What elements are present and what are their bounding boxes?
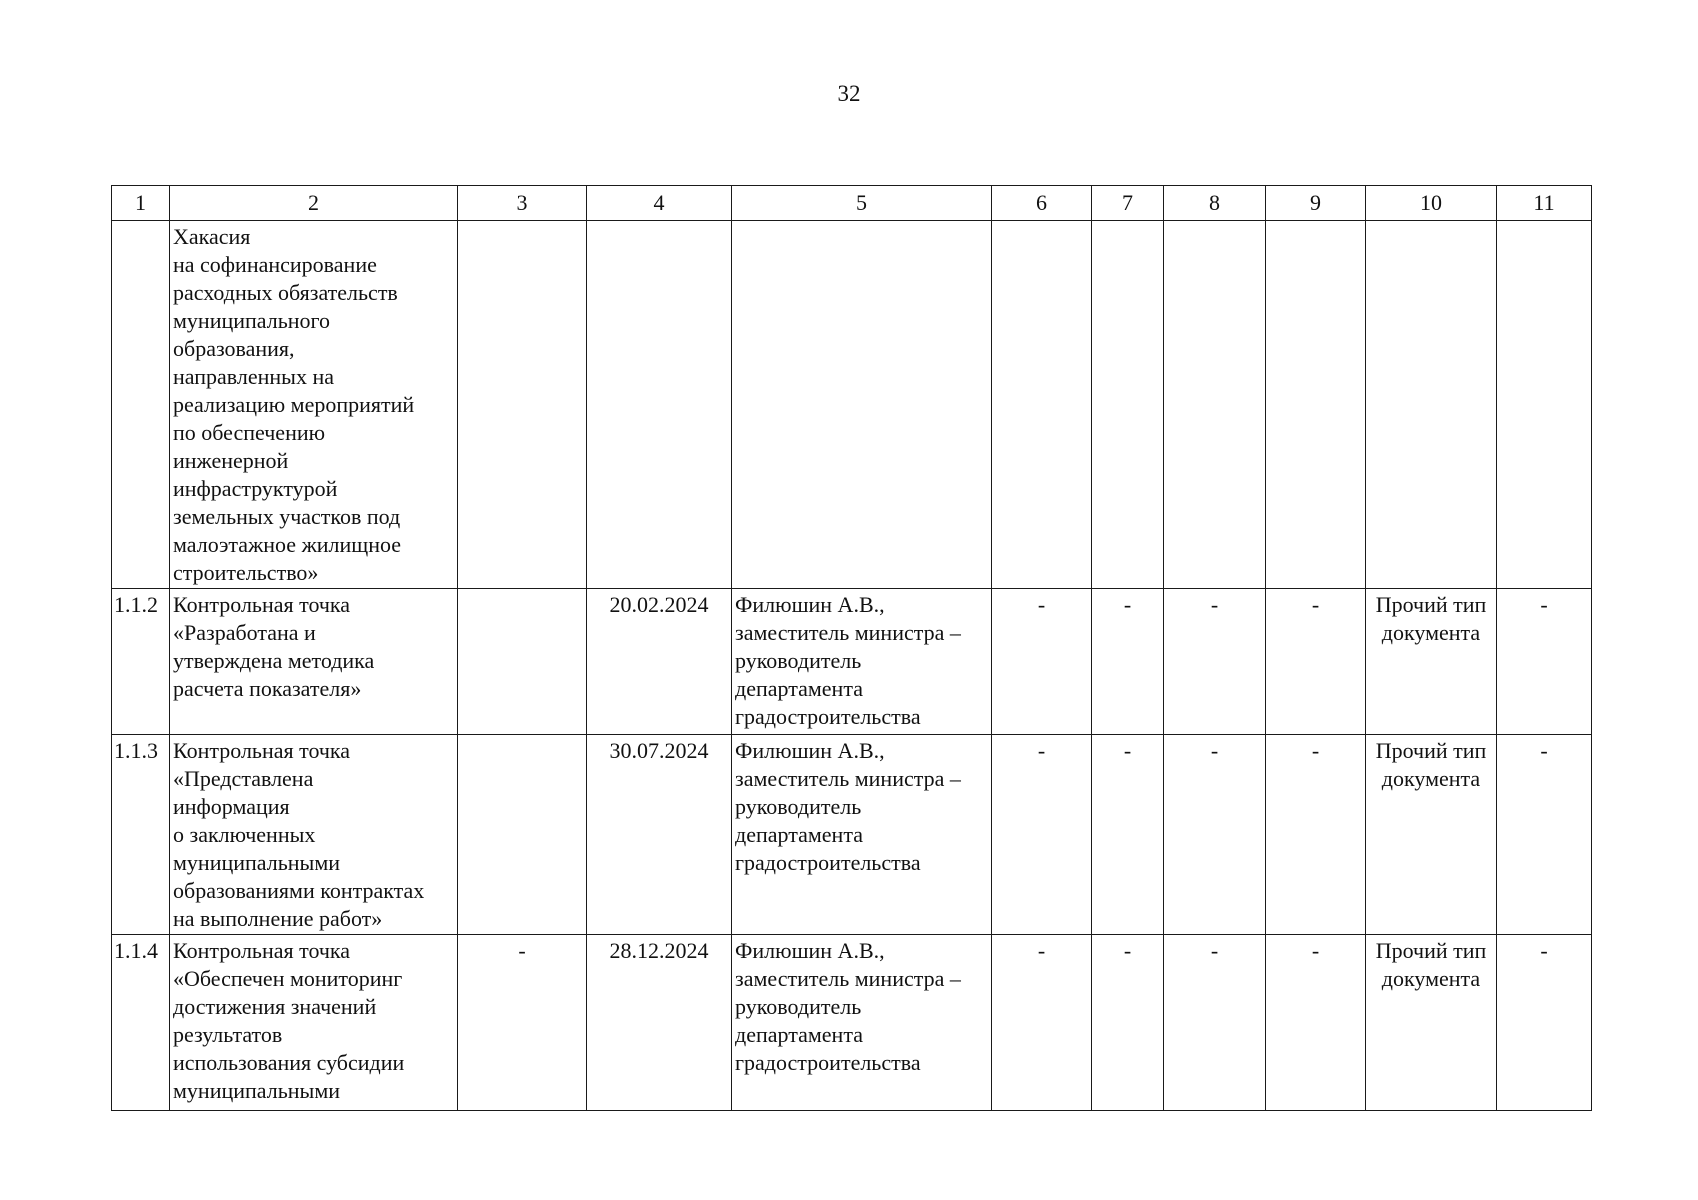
row-responsible: Филюшин А.В., заместитель министра – руководитель департамента градостроительства: [732, 935, 992, 1111]
column-header-11: 11: [1497, 186, 1592, 221]
column-header-3: 3: [458, 186, 587, 221]
row-responsible: Филюшин А.В., заместитель министра – руководитель департамента градостроительства: [732, 589, 992, 735]
row-col9: [1266, 221, 1366, 589]
row-description: Хакасия на софинансирование расходных обязательств муниципального образования, направленных на реализацию мероприятий по обеспечению инженерной инфраструктурой земельных участков под малоэтажное жилищное строительство»: [170, 221, 458, 589]
row-responsible: Филюшин А.В., заместитель министра – руководитель департамента градостроительства: [732, 735, 992, 935]
column-header-6: 6: [992, 186, 1092, 221]
table-row: [112, 735, 1592, 935]
row-col9: -: [1266, 735, 1366, 935]
column-header-5: 5: [732, 186, 992, 221]
row-number: 1.1.3: [112, 735, 170, 935]
column-header-8: 8: [1164, 186, 1266, 221]
row-col7: -: [1092, 735, 1164, 935]
row-col9: -: [1266, 935, 1366, 1111]
row-doc-type: Прочий тип документа: [1366, 589, 1497, 735]
row-col6: -: [992, 935, 1092, 1111]
table-row: [112, 935, 1592, 1111]
row-col7: [1092, 221, 1164, 589]
row-col11: [1497, 221, 1592, 589]
row-date: [587, 221, 732, 589]
row-col3: -: [458, 935, 587, 1111]
table-header-row: [112, 186, 1592, 221]
row-date: 20.02.2024: [587, 589, 732, 735]
row-col7: -: [1092, 589, 1164, 735]
table-row: [112, 221, 1592, 589]
column-header-9: 9: [1266, 186, 1366, 221]
row-col8: -: [1164, 589, 1266, 735]
row-col8: -: [1164, 935, 1266, 1111]
row-doc-type: Прочий тип документа: [1366, 735, 1497, 935]
row-number: 1.1.4: [112, 935, 170, 1111]
page-number: 32: [837, 81, 861, 106]
row-col6: [992, 221, 1092, 589]
control-points-table: [111, 185, 1592, 1111]
row-col7: -: [1092, 935, 1164, 1111]
row-col3: [458, 221, 587, 589]
row-description: Контрольная точка «Разработана и утверждена методика расчета показателя»: [170, 589, 458, 735]
row-col11: -: [1497, 735, 1592, 935]
row-date: 28.12.2024: [587, 935, 732, 1111]
row-col8: -: [1164, 735, 1266, 935]
row-col8: [1164, 221, 1266, 589]
row-col3: [458, 589, 587, 735]
column-header-1: 1: [112, 186, 170, 221]
column-header-7: 7: [1092, 186, 1164, 221]
row-date: 30.07.2024: [587, 735, 732, 935]
row-description: Контрольная точка «Представлена информация о заключенных муниципальными образованиями контрактах на выполнение работ»: [170, 735, 458, 935]
row-responsible: [732, 221, 992, 589]
column-header-2: 2: [170, 186, 458, 221]
row-col6: -: [992, 589, 1092, 735]
row-doc-type: [1366, 221, 1497, 589]
row-doc-type: Прочий тип документа: [1366, 935, 1497, 1111]
row-description: Контрольная точка «Обеспечен мониторинг достижения значений результатов использования субсидии муниципальными: [170, 935, 458, 1111]
row-col6: -: [992, 735, 1092, 935]
row-number: [112, 221, 170, 589]
table-row: [112, 589, 1592, 735]
row-col3: [458, 735, 587, 935]
column-header-4: 4: [587, 186, 732, 221]
row-number: 1.1.2: [112, 589, 170, 735]
row-col9: -: [1266, 589, 1366, 735]
column-header-10: 10: [1366, 186, 1497, 221]
row-col11: -: [1497, 589, 1592, 735]
row-col11: -: [1497, 935, 1592, 1111]
